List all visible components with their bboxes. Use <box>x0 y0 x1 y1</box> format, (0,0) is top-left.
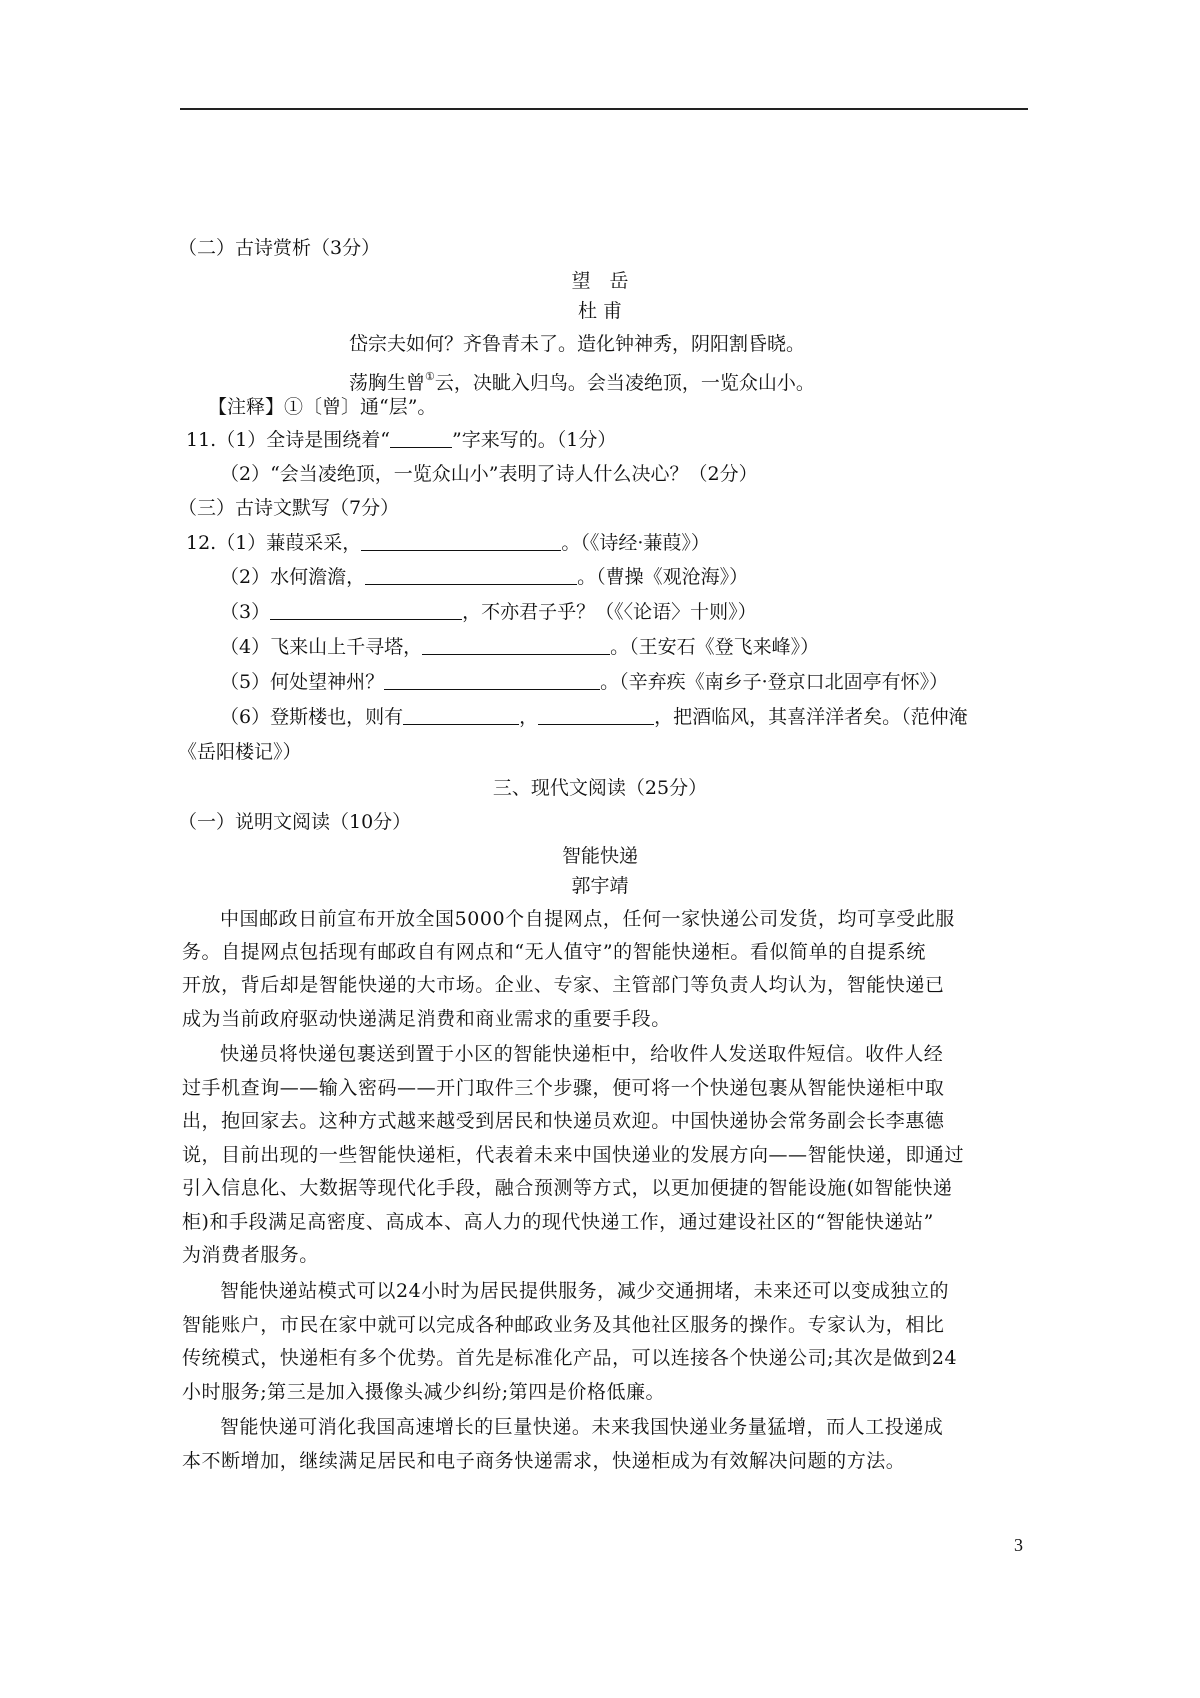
article-p4-line: 智能快递可消化我国高速增长的巨量快递。未来我国快递业务量猛增，而人工投递成 <box>220 1416 944 1438</box>
article-p2-line: 说，目前出现的一些智能快递柜，代表着未来中国快递业的发展方向——智能快递，即通过 <box>182 1144 965 1166</box>
article-author: 郭宇靖 <box>571 875 629 897</box>
header-rule <box>180 108 1028 110</box>
article-p2-line: 柜)和手段满足高密度、高成本、高人力的现代快递工作，通过建设社区的“智能快递站” <box>182 1211 934 1233</box>
question-12-item-1: 12.（1）蒹葭采采， 。（《诗经·蒹葭》） <box>186 532 710 554</box>
poem-author: 杜 甫 <box>577 300 623 322</box>
question-12-item-5: （5）何处望神州？ 。（辛弃疾《南乡子·登京口北固亭有怀》） <box>220 671 949 693</box>
article-p4-line: 本不断增加，继续满足居民和电子商务快递需求，快递柜成为有效解决问题的方法。 <box>182 1450 906 1472</box>
answer-blank <box>384 671 600 690</box>
article-p2-line: 引入信息化、大数据等现代化手段，融合预测等方式，以更加便捷的智能设施(如智能快递 <box>182 1177 953 1199</box>
poem-line-1: 岱宗夫如何？齐鲁青未了。造化钟神秀，阴阳割昏晓。 <box>349 333 806 355</box>
article-p3-line: 智能账户，市民在家中就可以完成各种邮政业务及其他社区服务的操作。专家认为，相比 <box>182 1314 945 1336</box>
section-expository-heading: （一）说明文阅读（10分） <box>178 811 412 833</box>
article-p2-line: 为消费者服务。 <box>182 1244 319 1266</box>
footnote-mark: ① <box>425 370 435 383</box>
question-12-item-6-continued: 《岳阳楼记》） <box>178 741 302 763</box>
question-12-item-3: （3） ，不亦君子乎？（《〈论语〉十则》） <box>220 601 757 623</box>
part-3-heading: 三、现代文阅读（25分） <box>492 777 708 799</box>
section-poem-heading: （二）古诗赏析（3分） <box>178 237 381 259</box>
question-12-item-6: （6）登斯楼也，则有 ， ，把酒临风，其喜洋洋者矣。（范仲淹 <box>220 706 968 728</box>
page-number: 3 <box>1014 1535 1023 1555</box>
article-title: 智能快递 <box>561 845 638 867</box>
answer-blank <box>538 706 654 725</box>
article-p1-line: 中国邮政日前宣布开放全国5000个自提网点，任何一家快递公司发货，均可享受此服 <box>220 908 955 930</box>
question-12-item-2: （2）水何澹澹， 。（曹操《观沧海》） <box>220 566 749 588</box>
poem-line-2: 荡胸生曾①云，决眦入归鸟。会当凌绝顶，一览众山小。 <box>349 370 815 394</box>
question-11-part-1: 11.（1）全诗是围绕着“ ”字来写的。（1分） <box>186 429 617 451</box>
article-p1-line: 务。自提网点包括现有邮政自有网点和“无人值守”的智能快递柜。看似简单的自提系统 <box>182 941 926 963</box>
article-p1-line: 开放，背后却是智能快递的大市场。企业、专家、主管部门等负责人均认为，智能快递已 <box>182 974 945 996</box>
question-12-item-4: （4）飞来山上千寻塔， 。（王安石《登飞来峰》） <box>220 636 820 658</box>
article-p3-line: 传统模式，快递柜有多个优势。首先是标准化产品，可以连接各个快递公司;其次是做到24 <box>182 1347 958 1369</box>
answer-blank <box>390 429 452 448</box>
poem-note: 【注释】①〔曾〕通“层”。 <box>208 396 437 418</box>
article-p2-line: 快递员将快递包裹送到置于小区的智能快递柜中，给收件人发送取件短信。收件人经 <box>220 1043 944 1065</box>
article-p3-line: 小时服务;第三是加入摄像头减少纠纷;第四是价格低廉。 <box>182 1381 666 1403</box>
article-p1-line: 成为当前政府驱动快递满足消费和商业需求的重要手段。 <box>182 1008 671 1030</box>
question-11-part-2: （2）“会当凌绝顶，一览众山小”表明了诗人什么决心？（2分） <box>220 463 758 485</box>
article-p3-line: 智能快递站模式可以24小时为居民提供服务，减少交通拥堵，未来还可以变成独立的 <box>220 1280 950 1302</box>
answer-blank <box>403 706 519 725</box>
answer-blank <box>422 636 610 655</box>
poem-title: 望 岳 <box>571 270 629 292</box>
answer-blank <box>361 532 561 551</box>
article-p2-line: 出，抱回家去。这种方式越来越受到居民和快递员欢迎。中国快递协会常务副会长李惠德 <box>182 1110 945 1132</box>
article-p2-line: 过手机查询——输入密码——开门取件三个步骤，便可将一个快递包裹从智能快递柜中取 <box>182 1077 945 1099</box>
section-recite-heading: （三）古诗文默写（7分） <box>178 497 400 519</box>
answer-blank <box>270 601 462 620</box>
answer-blank <box>365 566 577 585</box>
